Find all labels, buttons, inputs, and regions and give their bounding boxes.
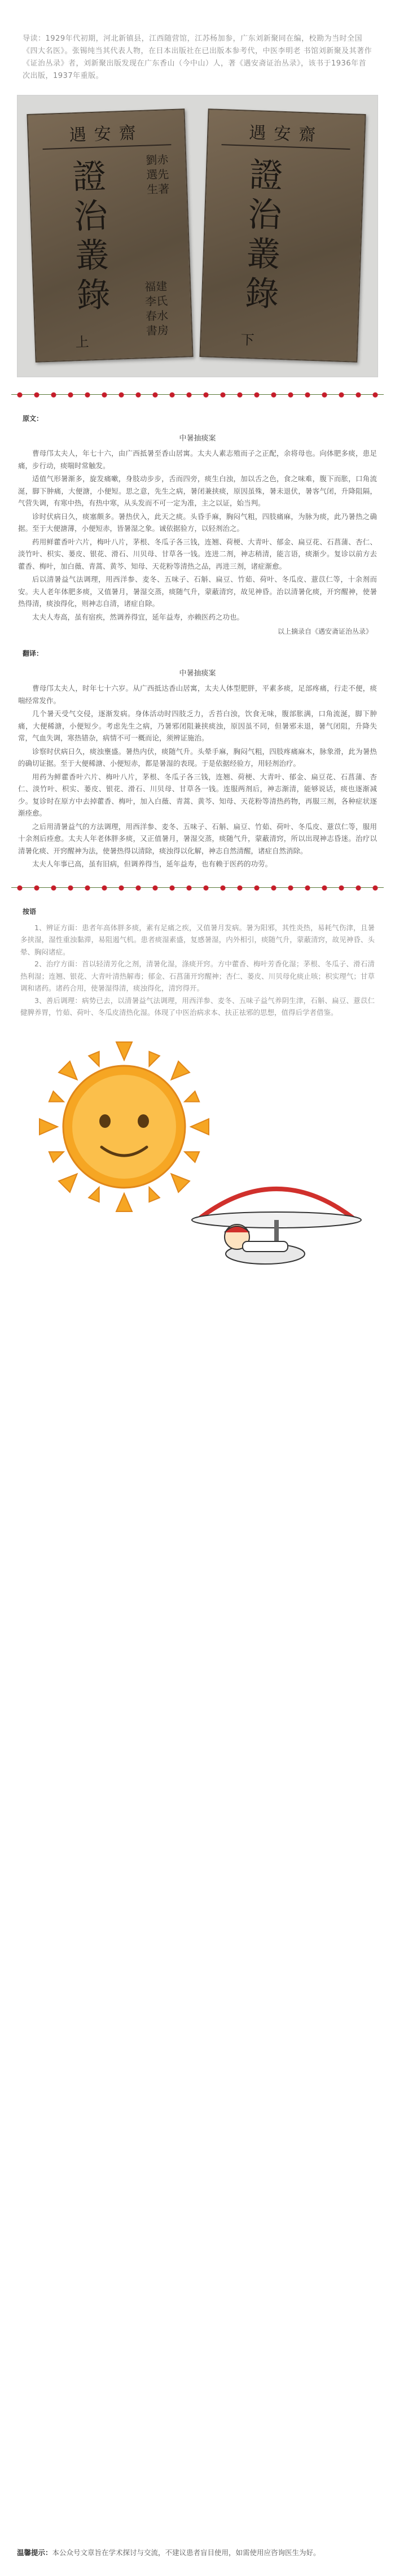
book-volume-right: 下 xyxy=(240,332,254,348)
warm-tip xyxy=(17,2547,378,2559)
book-photo xyxy=(17,95,378,377)
translation-label: 翻译： xyxy=(23,650,43,657)
note-paragraph: 3、善后调理：病势已去，以清暑益气法调理，用西洋参、麦冬、五味子益气养阴生津，石斛、扁豆、薏苡仁健脾养胃，竹茹、荷叶、冬瓜皮清热化湿。体现了中医治病求本、扶正祛邪的思想，值得后学者借鉴。 xyxy=(20,996,375,1017)
book-note-left: 福建李氏春水書房 xyxy=(144,279,169,338)
translation-text xyxy=(0,678,395,870)
dotted-divider xyxy=(11,881,384,894)
translation-paragraph: 用药为鲜藿香叶六片、梅叶八片，茅根、冬瓜子各三钱，连翘、荷梗、大青叶、郁金、扁豆花、石菖蒲、杏仁、淡竹叶、枳实、蒌皮、银花、滑石、川贝母、甘草各一钱。连服两剂后，神志渐清，能够说话，痰也逐渐减少。复诊时在原方中去掉藿香、梅叶，加入白薇、青蒿、黄芩、知母、天花粉等清热药物，再服三剂，各种症状逐渐痊愈。 xyxy=(18,772,377,817)
intro-text: 导读：1929年代初期，河北新镇县，江西随营馆，江苏杨加参，广东刘新聚同在编，校勘为当时全国《四大名医》。张锡纯当其代表人物，在日本出版社在已出版本参考代，中医李明老 书馆刘新聚及其著作《证治丛录》者，刘新聚出版发现在广东香山（今中山）人，著《遇安斋证治丛录》，该书于1936年首次出版，1937年重版。 xyxy=(23,34,372,80)
note-paragraph: 2、治疗方面：首以轻清芳化之剂，清暑化湿，涤痰开窍。方中藿香、梅叶芳香化湿；茅根、冬瓜子、滑石清热利湿；连翘、银花、大青叶清热解毒；郁金、石菖蒲开窍醒神；杏仁、蒌皮、川贝母化痰止咳；枳实理气；甘草调和诸药。诸药合用，使暑湿得清，痰浊得化，清窍得开。 xyxy=(20,960,375,992)
book-cover-left xyxy=(27,108,193,363)
book-title-left: 證治叢錄 xyxy=(72,156,111,316)
book-author-left: 劉赤選先生著 xyxy=(145,152,170,197)
source-citation: 以上摘录自《遇安斋证治丛录》 xyxy=(277,627,372,635)
translation-paragraph: 之后用清暑益气的方法调理，用西洋参、麦冬、五味子、石斛、扁豆、竹茹、荷叶、冬瓜皮、薏苡仁等，服用十余剂后痊愈。太夫人年老体胖多痰，又正值暑月，暑湿交蒸，痰随气升，蒙蔽清窍，所以出现神志昏迷。治疗以清暑化痰、开窍醒神为法，使暑热得以清除，痰浊得以化解，神志自然清醒，诸症自然消除。 xyxy=(18,822,377,855)
dotted-divider xyxy=(11,387,384,401)
original-label: 原文： xyxy=(23,415,43,422)
book-series-left: 遇安齋 xyxy=(42,119,171,150)
original-paragraph: 诊时伏病日久，痰塞颇多。暑热伏入，此天之痰。头昏手麻，胸闷气粗，四肢痛麻，为脉为痰，此乃暑热之确据。至于大便溏薄，小便短赤，皆暑湿之象。诚依据验方，以轻剂治之。 xyxy=(18,512,377,533)
translation-paragraph: 太夫人年事已高，虽有旧病，但调养得当，延年益寿，也有赖于医药的功劳。 xyxy=(32,860,273,868)
original-paragraph: 曹母邝太夫人，年七十六，由广西抵暑至香山居寓。太夫人素志殖而子之正配，余将母也。向体肥多痰，患足痛，步行动，痰喘时常触发。 xyxy=(18,449,377,470)
notes-label: 按语 xyxy=(23,907,37,916)
translation-paragraph: 曹母邝太夫人，时年七十六岁。从广西抵达香山居寓，太夫人体型肥胖，平素多痰，足部疼痛，行走不便，痰喘经常发作。 xyxy=(18,684,377,705)
original-paragraph: 适值气形暑渐多，旋发痛嗽，身肢动步步，舌而四旁，痰生白浊，加以舌之色，食之味难，腹下而胀，口角流涎，脚下肿痛，大便溏，小便短。思之意，先生之病，暑闭兼挟痰，原因虽殊，暑未退伏，暑客气闭，升降阻隔，气营失调，有寒中热，有热中寒，从头发而不可一定为准，主之以证，始当判。 xyxy=(18,474,377,507)
translation-heading: 中暑抽痰案 xyxy=(179,669,216,678)
original-paragraph: 后以清暑益气法调理，用西洋参、麦冬、五味子、石斛、扁豆、竹茹、荷叶、冬瓜皮、薏苡仁等，十余剂而安。夫人老年体肥多痰，又值暑月，暑湿交蒸，痰随气升，蒙蔽清窍，故见神昏。治以清暑化痰，开窍醒神，使暑热得清，痰浊得化，则神志自清，诸症自除。 xyxy=(18,575,377,608)
warm-tip-label: 温馨提示： xyxy=(17,2548,52,2557)
note-paragraph: 1、辨证方面：患者年高体胖多痰，素有足痛之疾，又值暑月发病。暑为阳邪，其性炎热，易耗气伤津，且暑多挟湿，湿性重浊黏滞，易阻遏气机。患者痰湿素盛，复感暑湿，内外相引，痰随气升，蒙蔽清窍，故见神昏、头晕、胸闷诸症。 xyxy=(20,923,375,956)
notes-text xyxy=(0,916,395,1019)
book-title-right: 證治叢錄 xyxy=(244,155,284,315)
sun-cartoon-icon xyxy=(11,1028,384,1265)
original-paragraph: 药用鲜藿香叶六片，梅叶八片，茅根、冬瓜子各三钱，连翘、荷梗、大青叶、郁金、扁豆花、石菖蒲、杏仁、淡竹叶、枳实、蒌皮、银花、滑石、川贝母、甘草各一钱。连进二剂，神志稍清，能言语，痰渐少。复诊以前方去藿香、梅叶，加白薇、青蒿、黄芩、知母、天花粉等清热之品，再进三剂，诸症渐愈。 xyxy=(18,537,377,570)
original-text xyxy=(0,443,395,623)
warm-tip-text: 本公众号文章旨在学术探讨与交流，不建议患者盲目使用，如需使用应咨询医生为好。 xyxy=(52,2548,321,2557)
original-paragraph: 太夫人寿高，虽有宿疾，然调养得宜，延年益寿，亦赖医药之功也。 xyxy=(32,612,244,621)
book-cover-right xyxy=(199,108,366,363)
book-series-right: 遇安齋 xyxy=(222,119,351,150)
original-heading: 中暑抽痰案 xyxy=(179,434,216,443)
book-volume-left: 上 xyxy=(75,334,90,351)
sun-illustration xyxy=(11,1028,384,1265)
translation-paragraph: 几个暑天受气交侵，逐渐发病。身体活动时四肢乏力，舌苔白浊，饮食无味，腹部胀满，口角流涎，脚下肿痛，大便稀溏，小便短少。考虑先生之病，乃暑邪闭阻兼挟痰浊，原因虽不同，但暑邪未退，暑气闭阻，升降失常，气血失调，寒热错杂，病情不可一概而论，须辨证施治。 xyxy=(18,709,377,742)
translation-paragraph: 诊察时伏病日久，痰浊壅盛。暑热内伏，痰随气升。头晕手麻，胸闷气粗，四肢疼痛麻木，脉象滑，此为暑热的确切证据。至于大便稀溏、小便短赤，都是暑湿的表现。于是依据经验方，用轻剂治疗。 xyxy=(18,747,377,768)
